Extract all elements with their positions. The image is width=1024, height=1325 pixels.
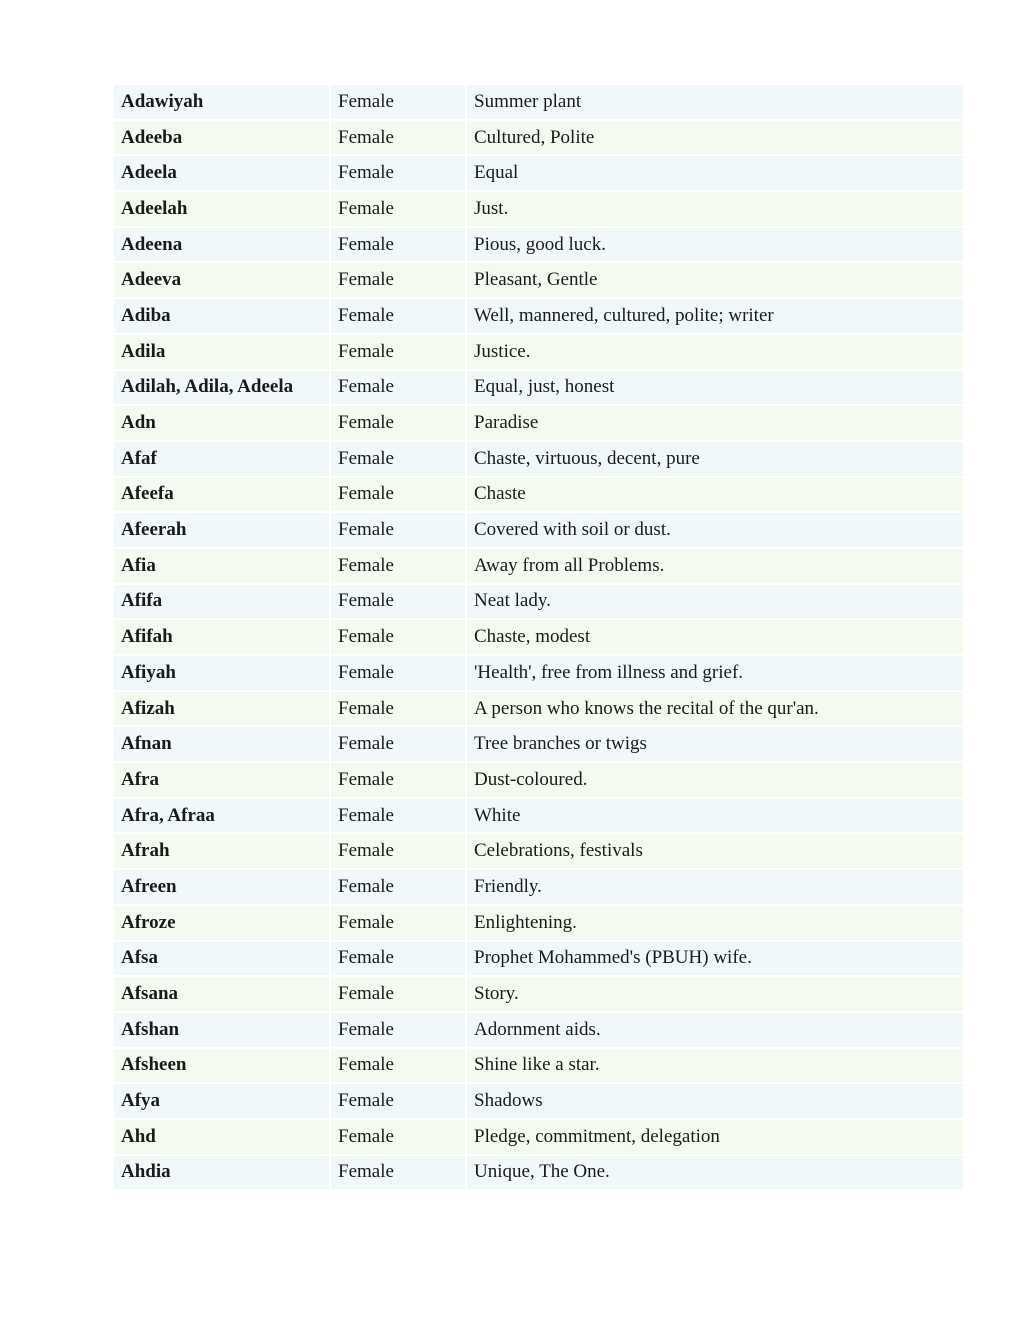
gender-cell: Female — [329, 156, 465, 190]
meaning-cell: Pleasant, Gentle — [465, 263, 963, 297]
table-row — [114, 870, 963, 904]
name-cell: Afra, Afraa — [114, 799, 329, 833]
table-row — [114, 692, 963, 726]
table-row — [114, 942, 963, 976]
meaning-cell: Chaste, virtuous, decent, pure — [465, 442, 963, 476]
table-row — [114, 263, 963, 297]
meaning-cell: Equal — [465, 156, 963, 190]
gender-cell: Female — [329, 906, 465, 940]
gender-cell: Female — [329, 834, 465, 868]
name-cell: Afiyah — [114, 656, 329, 690]
table-row — [114, 1013, 963, 1047]
table-row — [114, 834, 963, 868]
gender-cell: Female — [329, 656, 465, 690]
meaning-cell: Dust-coloured. — [465, 763, 963, 797]
table-row — [114, 406, 963, 440]
meaning-cell: Pious, good luck. — [465, 228, 963, 262]
meaning-cell: 'Health', free from illness and grief. — [465, 656, 963, 690]
name-cell: Afsana — [114, 977, 329, 1011]
name-cell: Afra — [114, 763, 329, 797]
table-row — [114, 442, 963, 476]
meaning-cell: Equal, just, honest — [465, 371, 963, 405]
name-cell: Afizah — [114, 692, 329, 726]
gender-cell: Female — [329, 1156, 465, 1190]
gender-cell: Female — [329, 442, 465, 476]
name-cell: Afeerah — [114, 513, 329, 547]
name-cell: Afshan — [114, 1013, 329, 1047]
name-cell: Afya — [114, 1084, 329, 1118]
gender-cell: Female — [329, 371, 465, 405]
gender-cell: Female — [329, 263, 465, 297]
name-cell: Adilah, Adila, Adeela — [114, 371, 329, 405]
meaning-cell: Shadows — [465, 1084, 963, 1118]
gender-cell: Female — [329, 1084, 465, 1118]
gender-cell: Female — [329, 478, 465, 512]
table-row — [114, 85, 963, 119]
gender-cell: Female — [329, 692, 465, 726]
meaning-cell: Well, mannered, cultured, polite; writer — [465, 299, 963, 333]
meaning-cell: Just. — [465, 192, 963, 226]
table-row — [114, 549, 963, 583]
table-row — [114, 1120, 963, 1154]
name-cell: Afroze — [114, 906, 329, 940]
meaning-cell: Covered with soil or dust. — [465, 513, 963, 547]
meaning-cell: Paradise — [465, 406, 963, 440]
gender-cell: Female — [329, 763, 465, 797]
table-row — [114, 1049, 963, 1083]
name-cell: Adawiyah — [114, 85, 329, 119]
meaning-cell: Away from all Problems. — [465, 549, 963, 583]
name-cell: Afifah — [114, 620, 329, 654]
name-cell: Adiba — [114, 299, 329, 333]
table-row — [114, 513, 963, 547]
meaning-cell: White — [465, 799, 963, 833]
gender-cell: Female — [329, 228, 465, 262]
table-row — [114, 656, 963, 690]
table-row — [114, 335, 963, 369]
meaning-cell: Celebrations, festivals — [465, 834, 963, 868]
gender-cell: Female — [329, 942, 465, 976]
name-cell: Afifa — [114, 585, 329, 619]
table-row — [114, 977, 963, 1011]
gender-cell: Female — [329, 85, 465, 119]
table-row — [114, 478, 963, 512]
table-row — [114, 156, 963, 190]
name-cell: Afia — [114, 549, 329, 583]
gender-cell: Female — [329, 549, 465, 583]
table-row — [114, 299, 963, 333]
meaning-cell: Neat lady. — [465, 585, 963, 619]
names-table-body — [114, 85, 963, 1189]
gender-cell: Female — [329, 513, 465, 547]
gender-cell: Female — [329, 1013, 465, 1047]
table-row — [114, 1156, 963, 1190]
name-cell: Afreen — [114, 870, 329, 904]
gender-cell: Female — [329, 977, 465, 1011]
gender-cell: Female — [329, 1049, 465, 1083]
table-row — [114, 1084, 963, 1118]
gender-cell: Female — [329, 299, 465, 333]
meaning-cell: Friendly. — [465, 870, 963, 904]
table-row — [114, 121, 963, 155]
table-row — [114, 727, 963, 761]
table-row — [114, 228, 963, 262]
name-cell: Afsa — [114, 942, 329, 976]
table-row — [114, 763, 963, 797]
gender-cell: Female — [329, 406, 465, 440]
name-cell: Afnan — [114, 727, 329, 761]
name-cell: Afeefa — [114, 478, 329, 512]
meaning-cell: Shine like a star. — [465, 1049, 963, 1083]
meaning-cell: Chaste, modest — [465, 620, 963, 654]
name-cell: Adn — [114, 406, 329, 440]
gender-cell: Female — [329, 1120, 465, 1154]
table-row — [114, 906, 963, 940]
table-row — [114, 585, 963, 619]
name-cell: Afsheen — [114, 1049, 329, 1083]
table-row — [114, 799, 963, 833]
name-cell: Afaf — [114, 442, 329, 476]
meaning-cell: Story. — [465, 977, 963, 1011]
name-cell: Adeena — [114, 228, 329, 262]
meaning-cell: Unique, The One. — [465, 1156, 963, 1190]
names-table — [114, 83, 963, 1191]
gender-cell: Female — [329, 620, 465, 654]
gender-cell: Female — [329, 799, 465, 833]
name-cell: Adeela — [114, 156, 329, 190]
gender-cell: Female — [329, 727, 465, 761]
gender-cell: Female — [329, 335, 465, 369]
meaning-cell: Cultured, Polite — [465, 121, 963, 155]
name-cell: Adila — [114, 335, 329, 369]
meaning-cell: Chaste — [465, 478, 963, 512]
table-row — [114, 371, 963, 405]
gender-cell: Female — [329, 585, 465, 619]
name-cell: Adeeba — [114, 121, 329, 155]
name-cell: Afrah — [114, 834, 329, 868]
gender-cell: Female — [329, 121, 465, 155]
gender-cell: Female — [329, 192, 465, 226]
meaning-cell: Enlightening. — [465, 906, 963, 940]
name-cell: Adeeva — [114, 263, 329, 297]
name-cell: Ahdia — [114, 1156, 329, 1190]
name-cell: Adeelah — [114, 192, 329, 226]
meaning-cell: Pledge, commitment, delegation — [465, 1120, 963, 1154]
table-row — [114, 192, 963, 226]
table-row — [114, 620, 963, 654]
gender-cell: Female — [329, 870, 465, 904]
meaning-cell: Summer plant — [465, 85, 963, 119]
meaning-cell: Justice. — [465, 335, 963, 369]
name-cell: Ahd — [114, 1120, 329, 1154]
meaning-cell: Adornment aids. — [465, 1013, 963, 1047]
meaning-cell: Prophet Mohammed's (PBUH) wife. — [465, 942, 963, 976]
meaning-cell: A person who knows the recital of the qur'an. — [465, 692, 963, 726]
meaning-cell: Tree branches or twigs — [465, 727, 963, 761]
